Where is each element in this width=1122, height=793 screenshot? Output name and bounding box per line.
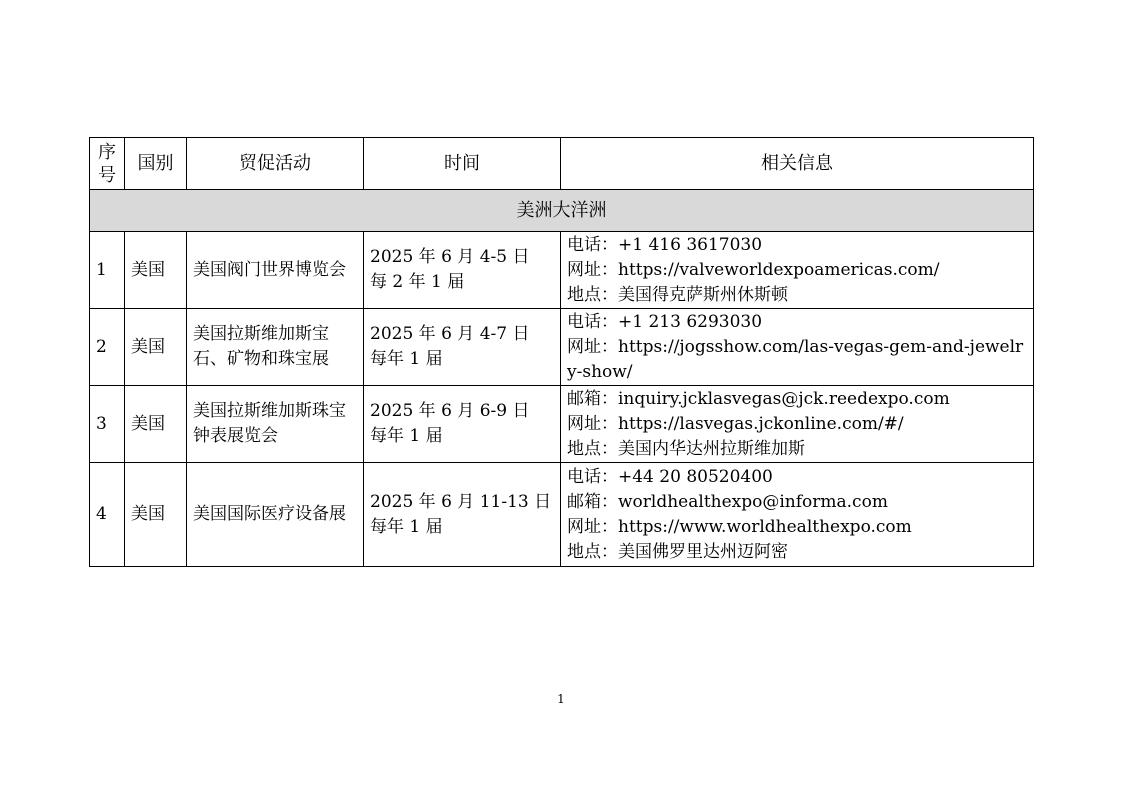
- row-time: [364, 309, 561, 386]
- row-time: [364, 232, 561, 309]
- row-event: 美国阀门世界博览会: [187, 232, 364, 309]
- row-info: [561, 463, 1034, 567]
- region-row: [90, 190, 1034, 232]
- info-location: 地点：美国得克萨斯州休斯顿: [567, 284, 788, 305]
- table-row: [90, 463, 1034, 567]
- row-country: 美国: [125, 463, 187, 567]
- header-seq-line1: 序: [98, 141, 116, 163]
- row-seq: 3: [90, 386, 125, 463]
- row-event: 美国拉斯维加斯宝石、矿物和珠宝展: [187, 309, 364, 386]
- row-date: 2025 年 6 月 6-9 日: [370, 401, 530, 421]
- row-date: 2025 年 6 月 4-5 日: [370, 247, 530, 267]
- row-event: 美国国际医疗设备展: [187, 463, 364, 567]
- row-date: 2025 年 6 月 11-13 日: [370, 491, 552, 512]
- table-row: [90, 309, 1034, 386]
- row-info: [561, 232, 1034, 309]
- info-phone: 电话：+1 213 6293030: [567, 311, 763, 332]
- info-website[interactable]: 网址：https://www.worldhealthexpo.com: [567, 516, 912, 537]
- info-location: 地点：美国内华达州拉斯维加斯: [567, 438, 805, 459]
- row-frequency: 每年 1 届: [370, 349, 443, 369]
- table-header-row: [90, 138, 1034, 190]
- info-email[interactable]: 邮箱：worldhealthexpo@informa.com: [567, 491, 888, 512]
- header-time: 时间: [364, 138, 561, 190]
- row-seq: 1: [90, 232, 125, 309]
- header-seq-line2: 号: [98, 164, 116, 186]
- row-time: [364, 386, 561, 463]
- info-phone: 电话：+1 416 3617030: [567, 234, 763, 255]
- row-frequency: 每年 1 届: [370, 426, 443, 446]
- row-country: 美国: [125, 232, 187, 309]
- row-time: [364, 463, 561, 567]
- row-info: [561, 386, 1034, 463]
- row-country: 美国: [125, 309, 187, 386]
- info-website[interactable]: 网址：https://lasvegas.jckonline.com/#/: [567, 413, 904, 434]
- page-number: 1: [557, 692, 565, 706]
- row-event: 美国拉斯维加斯珠宝钟表展览会: [187, 386, 364, 463]
- region-label: 美洲大洋洲: [90, 190, 1034, 232]
- row-frequency: 每年 1 届: [370, 516, 443, 537]
- trade-events-table: [89, 137, 1034, 567]
- header-info: 相关信息: [561, 138, 1034, 190]
- row-frequency: 每 2 年 1 届: [370, 272, 465, 292]
- header-seq: [90, 138, 125, 190]
- info-website[interactable]: 网址：https://jogsshow.com/las-vegas-gem-and-jewelry-show/: [567, 336, 1024, 382]
- table-row: [90, 386, 1034, 463]
- info-phone: 电话：+44 20 80520400: [567, 466, 773, 487]
- row-seq: 2: [90, 309, 125, 386]
- row-country: 美国: [125, 386, 187, 463]
- table-row: [90, 232, 1034, 309]
- info-website[interactable]: 网址：https://valveworldexpoamericas.com/: [567, 259, 940, 280]
- header-country: 国别: [125, 138, 187, 190]
- row-date: 2025 年 6 月 4-7 日: [370, 324, 530, 344]
- header-event: 贸促活动: [187, 138, 364, 190]
- info-location: 地点：美国佛罗里达州迈阿密: [567, 541, 788, 562]
- info-email[interactable]: 邮箱：inquiry.jcklasvegas@jck.reedexpo.com: [567, 388, 950, 409]
- row-seq: 4: [90, 463, 125, 567]
- row-info: [561, 309, 1034, 386]
